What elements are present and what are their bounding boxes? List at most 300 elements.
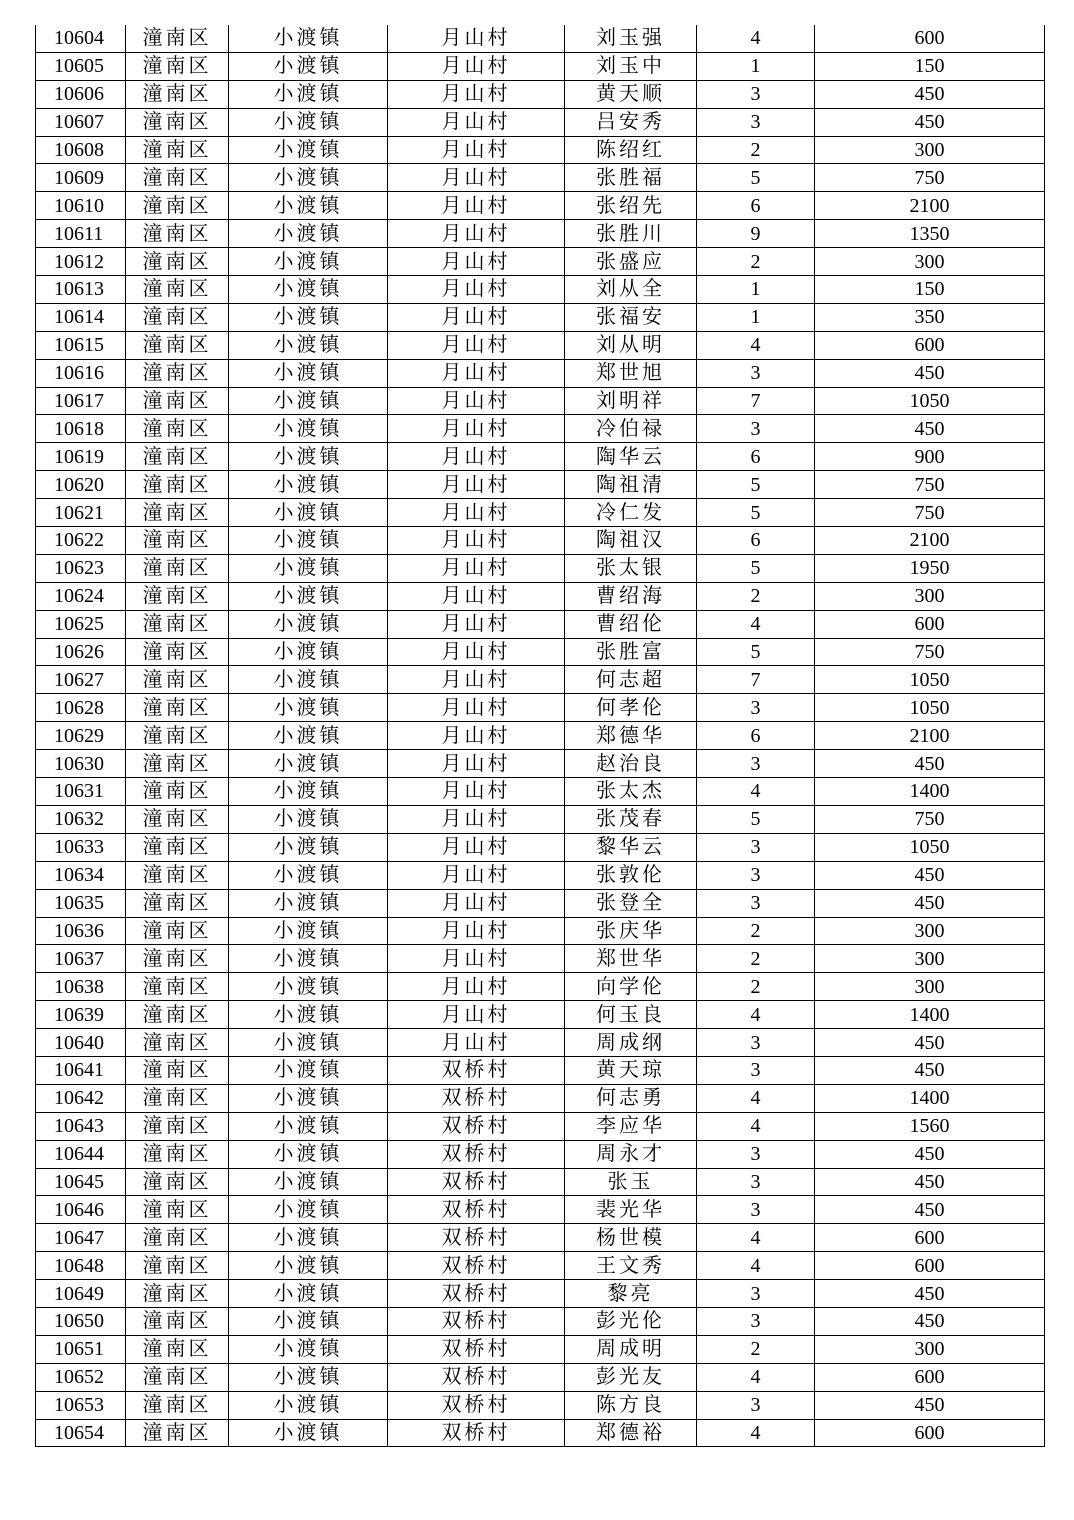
town-cell: 小渡镇 [229, 108, 388, 136]
id-cell: 10653 [36, 1391, 126, 1419]
amount-cell: 1400 [815, 1001, 1045, 1029]
name-cell: 曹绍伦 [565, 610, 697, 638]
town-cell: 小渡镇 [229, 694, 388, 722]
amount-cell: 1400 [815, 778, 1045, 806]
data-table [35, 25, 1045, 1447]
people-cell: 2 [697, 1335, 815, 1363]
table-row [36, 778, 1045, 806]
name-cell: 张敦伦 [565, 861, 697, 889]
village-cell: 双桥村 [388, 1140, 565, 1168]
town-cell: 小渡镇 [229, 1056, 388, 1084]
id-cell: 10607 [36, 108, 126, 136]
district-cell: 潼南区 [126, 303, 229, 331]
id-cell: 10648 [36, 1252, 126, 1280]
amount-cell: 450 [815, 1307, 1045, 1335]
table-row [36, 164, 1045, 192]
id-cell: 10626 [36, 638, 126, 666]
amount-cell: 150 [815, 52, 1045, 80]
people-cell: 3 [697, 1307, 815, 1335]
district-cell: 潼南区 [126, 136, 229, 164]
table-row [36, 136, 1045, 164]
id-cell: 10623 [36, 554, 126, 582]
village-cell: 月山村 [388, 582, 565, 610]
id-cell: 10606 [36, 80, 126, 108]
district-cell: 潼南区 [126, 164, 229, 192]
amount-cell: 300 [815, 1335, 1045, 1363]
district-cell: 潼南区 [126, 471, 229, 499]
village-cell: 月山村 [388, 917, 565, 945]
id-cell: 10630 [36, 750, 126, 778]
name-cell: 张太银 [565, 554, 697, 582]
people-cell: 3 [697, 1140, 815, 1168]
district-cell: 潼南区 [126, 1224, 229, 1252]
name-cell: 陶祖清 [565, 471, 697, 499]
village-cell: 双桥村 [388, 1084, 565, 1112]
district-cell: 潼南区 [126, 359, 229, 387]
id-cell: 10633 [36, 833, 126, 861]
village-cell: 双桥村 [388, 1307, 565, 1335]
id-cell: 10652 [36, 1363, 126, 1391]
name-cell: 向学伦 [565, 973, 697, 1001]
table-row [36, 638, 1045, 666]
id-cell: 10634 [36, 861, 126, 889]
id-cell: 10622 [36, 527, 126, 555]
town-cell: 小渡镇 [229, 917, 388, 945]
amount-cell: 300 [815, 945, 1045, 973]
people-cell: 4 [697, 1252, 815, 1280]
people-cell: 5 [697, 554, 815, 582]
town-cell: 小渡镇 [229, 1391, 388, 1419]
amount-cell: 2100 [815, 722, 1045, 750]
amount-cell: 750 [815, 805, 1045, 833]
amount-cell: 450 [815, 415, 1045, 443]
town-cell: 小渡镇 [229, 833, 388, 861]
amount-cell: 450 [815, 1168, 1045, 1196]
town-cell: 小渡镇 [229, 303, 388, 331]
table-row [36, 1001, 1045, 1029]
village-cell: 双桥村 [388, 1224, 565, 1252]
people-cell: 4 [697, 331, 815, 359]
town-cell: 小渡镇 [229, 331, 388, 359]
district-cell: 潼南区 [126, 443, 229, 471]
village-cell: 月山村 [388, 248, 565, 276]
id-cell: 10621 [36, 499, 126, 527]
district-cell: 潼南区 [126, 276, 229, 304]
table-row [36, 1363, 1045, 1391]
name-cell: 冷伯禄 [565, 415, 697, 443]
id-cell: 10639 [36, 1001, 126, 1029]
village-cell: 月山村 [388, 108, 565, 136]
id-cell: 10631 [36, 778, 126, 806]
id-cell: 10619 [36, 443, 126, 471]
people-cell: 3 [697, 80, 815, 108]
district-cell: 潼南区 [126, 610, 229, 638]
town-cell: 小渡镇 [229, 666, 388, 694]
town-cell: 小渡镇 [229, 750, 388, 778]
district-cell: 潼南区 [126, 220, 229, 248]
table-row [36, 694, 1045, 722]
district-cell: 潼南区 [126, 1084, 229, 1112]
people-cell: 2 [697, 582, 815, 610]
village-cell: 月山村 [388, 694, 565, 722]
village-cell: 月山村 [388, 415, 565, 443]
table-row [36, 415, 1045, 443]
people-cell: 5 [697, 471, 815, 499]
id-cell: 10611 [36, 220, 126, 248]
amount-cell: 450 [815, 1196, 1045, 1224]
village-cell: 月山村 [388, 722, 565, 750]
table-body [36, 25, 1045, 1447]
district-cell: 潼南区 [126, 861, 229, 889]
name-cell: 周永才 [565, 1140, 697, 1168]
district-cell: 潼南区 [126, 945, 229, 973]
table-row [36, 1252, 1045, 1280]
table-row [36, 973, 1045, 1001]
village-cell: 月山村 [388, 861, 565, 889]
people-cell: 2 [697, 917, 815, 945]
amount-cell: 450 [815, 861, 1045, 889]
village-cell: 双桥村 [388, 1363, 565, 1391]
id-cell: 10629 [36, 722, 126, 750]
district-cell: 潼南区 [126, 805, 229, 833]
amount-cell: 600 [815, 1363, 1045, 1391]
people-cell: 1 [697, 276, 815, 304]
people-cell: 4 [697, 1224, 815, 1252]
village-cell: 双桥村 [388, 1112, 565, 1140]
people-cell: 5 [697, 805, 815, 833]
amount-cell: 450 [815, 359, 1045, 387]
village-cell: 月山村 [388, 833, 565, 861]
name-cell: 郑世旭 [565, 359, 697, 387]
id-cell: 10647 [36, 1224, 126, 1252]
table-row [36, 331, 1045, 359]
people-cell: 3 [697, 1280, 815, 1308]
table-row [36, 359, 1045, 387]
amount-cell: 300 [815, 248, 1045, 276]
id-cell: 10604 [36, 25, 126, 52]
village-cell: 月山村 [388, 945, 565, 973]
amount-cell: 600 [815, 331, 1045, 359]
amount-cell: 600 [815, 1419, 1045, 1447]
id-cell: 10625 [36, 610, 126, 638]
amount-cell: 450 [815, 1056, 1045, 1084]
id-cell: 10645 [36, 1168, 126, 1196]
village-cell: 月山村 [388, 303, 565, 331]
people-cell: 5 [697, 164, 815, 192]
town-cell: 小渡镇 [229, 889, 388, 917]
table-row [36, 861, 1045, 889]
table-row [36, 1029, 1045, 1057]
table-row [36, 610, 1045, 638]
district-cell: 潼南区 [126, 750, 229, 778]
district-cell: 潼南区 [126, 917, 229, 945]
village-cell: 双桥村 [388, 1419, 565, 1447]
district-cell: 潼南区 [126, 25, 229, 52]
id-cell: 10605 [36, 52, 126, 80]
town-cell: 小渡镇 [229, 192, 388, 220]
district-cell: 潼南区 [126, 1307, 229, 1335]
name-cell: 郑德华 [565, 722, 697, 750]
name-cell: 杨世模 [565, 1224, 697, 1252]
village-cell: 月山村 [388, 387, 565, 415]
amount-cell: 2100 [815, 192, 1045, 220]
amount-cell: 1560 [815, 1112, 1045, 1140]
name-cell: 黎华云 [565, 833, 697, 861]
amount-cell: 1050 [815, 833, 1045, 861]
amount-cell: 600 [815, 25, 1045, 52]
id-cell: 10610 [36, 192, 126, 220]
village-cell: 双桥村 [388, 1391, 565, 1419]
amount-cell: 450 [815, 1391, 1045, 1419]
town-cell: 小渡镇 [229, 1029, 388, 1057]
district-cell: 潼南区 [126, 833, 229, 861]
town-cell: 小渡镇 [229, 276, 388, 304]
town-cell: 小渡镇 [229, 1084, 388, 1112]
people-cell: 4 [697, 1001, 815, 1029]
id-cell: 10646 [36, 1196, 126, 1224]
table-row [36, 471, 1045, 499]
people-cell: 3 [697, 1168, 815, 1196]
people-cell: 6 [697, 527, 815, 555]
town-cell: 小渡镇 [229, 582, 388, 610]
town-cell: 小渡镇 [229, 861, 388, 889]
id-cell: 10613 [36, 276, 126, 304]
amount-cell: 1950 [815, 554, 1045, 582]
amount-cell: 450 [815, 889, 1045, 917]
town-cell: 小渡镇 [229, 499, 388, 527]
village-cell: 月山村 [388, 164, 565, 192]
town-cell: 小渡镇 [229, 1307, 388, 1335]
village-cell: 双桥村 [388, 1335, 565, 1363]
village-cell: 月山村 [388, 276, 565, 304]
name-cell: 吕安秀 [565, 108, 697, 136]
name-cell: 李应华 [565, 1112, 697, 1140]
town-cell: 小渡镇 [229, 554, 388, 582]
table-row [36, 889, 1045, 917]
name-cell: 刘玉强 [565, 25, 697, 52]
district-cell: 潼南区 [126, 1056, 229, 1084]
id-cell: 10608 [36, 136, 126, 164]
amount-cell: 600 [815, 610, 1045, 638]
people-cell: 3 [697, 415, 815, 443]
id-cell: 10609 [36, 164, 126, 192]
village-cell: 月山村 [388, 610, 565, 638]
id-cell: 10618 [36, 415, 126, 443]
name-cell: 冷仁发 [565, 499, 697, 527]
district-cell: 潼南区 [126, 582, 229, 610]
amount-cell: 450 [815, 108, 1045, 136]
town-cell: 小渡镇 [229, 164, 388, 192]
town-cell: 小渡镇 [229, 610, 388, 638]
table-row [36, 805, 1045, 833]
id-cell: 10654 [36, 1419, 126, 1447]
name-cell: 周成纲 [565, 1029, 697, 1057]
amount-cell: 750 [815, 499, 1045, 527]
amount-cell: 750 [815, 471, 1045, 499]
amount-cell: 600 [815, 1252, 1045, 1280]
district-cell: 潼南区 [126, 638, 229, 666]
table-row [36, 1335, 1045, 1363]
table-row [36, 1307, 1045, 1335]
district-cell: 潼南区 [126, 1112, 229, 1140]
amount-cell: 900 [815, 443, 1045, 471]
name-cell: 张胜福 [565, 164, 697, 192]
name-cell: 张玉 [565, 1168, 697, 1196]
name-cell: 何孝伦 [565, 694, 697, 722]
table-row [36, 1084, 1045, 1112]
town-cell: 小渡镇 [229, 1280, 388, 1308]
town-cell: 小渡镇 [229, 1252, 388, 1280]
people-cell: 2 [697, 945, 815, 973]
district-cell: 潼南区 [126, 248, 229, 276]
table-row [36, 387, 1045, 415]
town-cell: 小渡镇 [229, 778, 388, 806]
amount-cell: 450 [815, 1280, 1045, 1308]
village-cell: 月山村 [388, 136, 565, 164]
people-cell: 2 [697, 136, 815, 164]
people-cell: 6 [697, 443, 815, 471]
table-row [36, 1168, 1045, 1196]
id-cell: 10612 [36, 248, 126, 276]
name-cell: 刘从全 [565, 276, 697, 304]
people-cell: 4 [697, 25, 815, 52]
name-cell: 黄天顺 [565, 80, 697, 108]
district-cell: 潼南区 [126, 108, 229, 136]
id-cell: 10644 [36, 1140, 126, 1168]
district-cell: 潼南区 [126, 387, 229, 415]
town-cell: 小渡镇 [229, 52, 388, 80]
table-row [36, 527, 1045, 555]
table-row [36, 917, 1045, 945]
amount-cell: 600 [815, 1224, 1045, 1252]
id-cell: 10615 [36, 331, 126, 359]
district-cell: 潼南区 [126, 1029, 229, 1057]
table-row [36, 80, 1045, 108]
name-cell: 彭光友 [565, 1363, 697, 1391]
district-cell: 潼南区 [126, 1001, 229, 1029]
village-cell: 月山村 [388, 443, 565, 471]
id-cell: 10617 [36, 387, 126, 415]
village-cell: 月山村 [388, 220, 565, 248]
village-cell: 月山村 [388, 666, 565, 694]
town-cell: 小渡镇 [229, 1419, 388, 1447]
table-row [36, 303, 1045, 331]
town-cell: 小渡镇 [229, 220, 388, 248]
table-row [36, 1419, 1045, 1447]
village-cell: 月山村 [388, 805, 565, 833]
village-cell: 双桥村 [388, 1056, 565, 1084]
id-cell: 10651 [36, 1335, 126, 1363]
amount-cell: 300 [815, 917, 1045, 945]
table-row [36, 554, 1045, 582]
district-cell: 潼南区 [126, 554, 229, 582]
people-cell: 3 [697, 694, 815, 722]
amount-cell: 450 [815, 750, 1045, 778]
village-cell: 双桥村 [388, 1280, 565, 1308]
amount-cell: 300 [815, 136, 1045, 164]
people-cell: 3 [697, 861, 815, 889]
name-cell: 郑世华 [565, 945, 697, 973]
people-cell: 5 [697, 499, 815, 527]
id-cell: 10624 [36, 582, 126, 610]
name-cell: 裴光华 [565, 1196, 697, 1224]
table-row [36, 945, 1045, 973]
name-cell: 刘从明 [565, 331, 697, 359]
village-cell: 双桥村 [388, 1196, 565, 1224]
name-cell: 郑德裕 [565, 1419, 697, 1447]
name-cell: 张绍先 [565, 192, 697, 220]
people-cell: 9 [697, 220, 815, 248]
district-cell: 潼南区 [126, 1168, 229, 1196]
table-row [36, 25, 1045, 52]
people-cell: 6 [697, 722, 815, 750]
id-cell: 10636 [36, 917, 126, 945]
district-cell: 潼南区 [126, 52, 229, 80]
people-cell: 3 [697, 1196, 815, 1224]
district-cell: 潼南区 [126, 1363, 229, 1391]
id-cell: 10627 [36, 666, 126, 694]
name-cell: 何志超 [565, 666, 697, 694]
people-cell: 4 [697, 610, 815, 638]
name-cell: 张福安 [565, 303, 697, 331]
name-cell: 刘玉中 [565, 52, 697, 80]
village-cell: 月山村 [388, 1029, 565, 1057]
name-cell: 何志勇 [565, 1084, 697, 1112]
table-row [36, 220, 1045, 248]
town-cell: 小渡镇 [229, 1168, 388, 1196]
town-cell: 小渡镇 [229, 1196, 388, 1224]
table-row [36, 582, 1045, 610]
people-cell: 3 [697, 1391, 815, 1419]
name-cell: 黎亮 [565, 1280, 697, 1308]
table-row [36, 1391, 1045, 1419]
town-cell: 小渡镇 [229, 527, 388, 555]
name-cell: 陈方良 [565, 1391, 697, 1419]
id-cell: 10635 [36, 889, 126, 917]
town-cell: 小渡镇 [229, 25, 388, 52]
amount-cell: 2100 [815, 527, 1045, 555]
amount-cell: 1050 [815, 387, 1045, 415]
amount-cell: 1050 [815, 666, 1045, 694]
name-cell: 刘明祥 [565, 387, 697, 415]
name-cell: 何玉良 [565, 1001, 697, 1029]
village-cell: 月山村 [388, 331, 565, 359]
amount-cell: 450 [815, 1029, 1045, 1057]
people-cell: 4 [697, 1363, 815, 1391]
district-cell: 潼南区 [126, 1140, 229, 1168]
district-cell: 潼南区 [126, 666, 229, 694]
district-cell: 潼南区 [126, 331, 229, 359]
town-cell: 小渡镇 [229, 1335, 388, 1363]
people-cell: 4 [697, 1084, 815, 1112]
people-cell: 3 [697, 833, 815, 861]
town-cell: 小渡镇 [229, 471, 388, 499]
name-cell: 彭光伦 [565, 1307, 697, 1335]
district-cell: 潼南区 [126, 1196, 229, 1224]
amount-cell: 750 [815, 638, 1045, 666]
id-cell: 10643 [36, 1112, 126, 1140]
people-cell: 7 [697, 666, 815, 694]
village-cell: 月山村 [388, 471, 565, 499]
town-cell: 小渡镇 [229, 638, 388, 666]
name-cell: 陶华云 [565, 443, 697, 471]
town-cell: 小渡镇 [229, 248, 388, 276]
name-cell: 曹绍海 [565, 582, 697, 610]
name-cell: 王文秀 [565, 1252, 697, 1280]
district-cell: 潼南区 [126, 973, 229, 1001]
table-row [36, 833, 1045, 861]
village-cell: 月山村 [388, 1001, 565, 1029]
